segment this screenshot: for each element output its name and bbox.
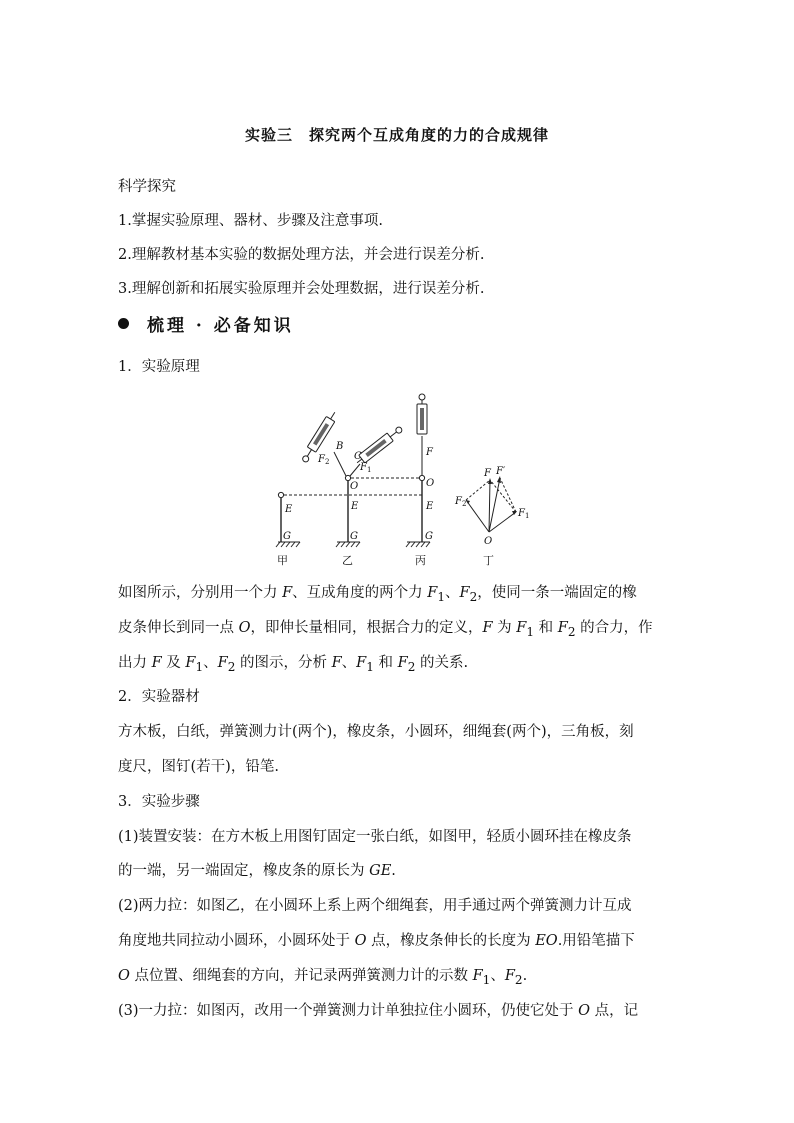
label-O-bing: O bbox=[426, 478, 435, 489]
equipment-heading: 2．实验器材 bbox=[118, 689, 200, 705]
goal-item-1: 1.掌握实验原理、器材、步骤及注意事项. bbox=[118, 213, 383, 229]
label-C: C bbox=[354, 451, 362, 462]
bullet-icon bbox=[118, 318, 129, 329]
caption-yi: 乙 bbox=[342, 554, 353, 567]
step-2-line-1: (2)两力拉：如图乙，在小圆环上系上两个细绳套，用手通过两个弹簧测力计互成 bbox=[118, 898, 632, 914]
page-title: 实验三 探究两个互成角度的力的合成规律 bbox=[244, 126, 549, 144]
figure-yi bbox=[300, 410, 422, 547]
equipment-line-1: 方木板，白纸，弹簧测力计(两个)，橡皮条，小圆环，细绳套(两个)，三角板，刻 bbox=[118, 724, 634, 740]
label-E-jia: E bbox=[285, 504, 293, 515]
label-Fprime: F′ bbox=[496, 466, 506, 477]
label-G-jia: G bbox=[283, 531, 291, 542]
label-F2-ding: $F_2$ bbox=[455, 496, 467, 508]
step-2-line-2: 角度地共同拉动小圆环，小圆环处于 O 点，橡皮条伸长的长度为 EO.用铅笔描下 bbox=[118, 933, 635, 949]
goals-heading: 科学探究 bbox=[118, 179, 176, 195]
figure-jia bbox=[276, 492, 422, 547]
label-B: B bbox=[336, 441, 344, 452]
label-G-yi: G bbox=[350, 531, 358, 542]
label-F-ding: F bbox=[484, 468, 491, 479]
caption-jia: 甲 bbox=[277, 554, 288, 567]
label-F2: $F_2$ bbox=[318, 454, 330, 466]
step-2-line-3: O 点位置、细绳套的方向，并记录两弹簧测力计的示数 $F_1$、$F_2$. bbox=[118, 968, 528, 987]
figure-ding bbox=[466, 476, 517, 532]
label-F1: $F_1$ bbox=[360, 462, 372, 474]
principle-line-2: 皮条伸长到同一点 O，即伸长量相同，根据合力的定义，F 为 $F_1$ 和 $F_2$ 的合力，作 bbox=[118, 620, 653, 639]
label-F1-ding: $F_1$ bbox=[518, 508, 530, 520]
step-3-line-1: (3)一力拉：如图丙，改用一个弹簧测力计单独拉住小圆环，仍使它处于 O 点，记 bbox=[118, 1003, 639, 1019]
principle-heading: 1．实验原理 bbox=[118, 359, 200, 375]
step-1-line-1: (1)装置安装：在方木板上用图钉固定一张白纸，如图甲，轻质小圆环挂在橡皮条 bbox=[118, 829, 632, 845]
step-1-line-2: 的一端，另一端固定，橡皮条的原长为 GE. bbox=[118, 863, 396, 879]
principle-line-1: 如图所示，分别用一个力 F、互成角度的两个力 $F_1$、$F_2$，使同一条一端固定的橡 bbox=[118, 585, 637, 604]
label-G-bing: G bbox=[425, 531, 433, 542]
experiment-figure bbox=[262, 392, 552, 572]
goal-item-3: 3.理解创新和拓展实验原理并会处理数据，进行误差分析. bbox=[118, 281, 485, 297]
section-heading bbox=[118, 311, 294, 335]
equipment-line-2: 度尺，图钉(若干)，铅笔. bbox=[118, 759, 279, 775]
label-E-yi: E bbox=[351, 501, 359, 512]
label-O-yi: O bbox=[350, 481, 359, 492]
label-E-bing: E bbox=[426, 501, 434, 512]
label-O-ding: O bbox=[484, 536, 493, 547]
section-heading-text: 梳理 · 必备知识 bbox=[147, 315, 294, 336]
caption-bing: 丙 bbox=[415, 554, 426, 567]
goal-item-2: 2.理解教材基本实验的数据处理方法，并会进行误差分析. bbox=[118, 247, 485, 263]
steps-heading: 3．实验步骤 bbox=[118, 794, 200, 810]
label-F-bing: F bbox=[426, 447, 433, 458]
caption-ding: 丁 bbox=[483, 554, 494, 567]
figure-bing bbox=[406, 394, 430, 547]
principle-line-3: 出力 F 及 $F_1$、$F_2$ 的图示，分析 F、$F_1$ 和 $F_2$ 的关系. bbox=[118, 655, 469, 674]
